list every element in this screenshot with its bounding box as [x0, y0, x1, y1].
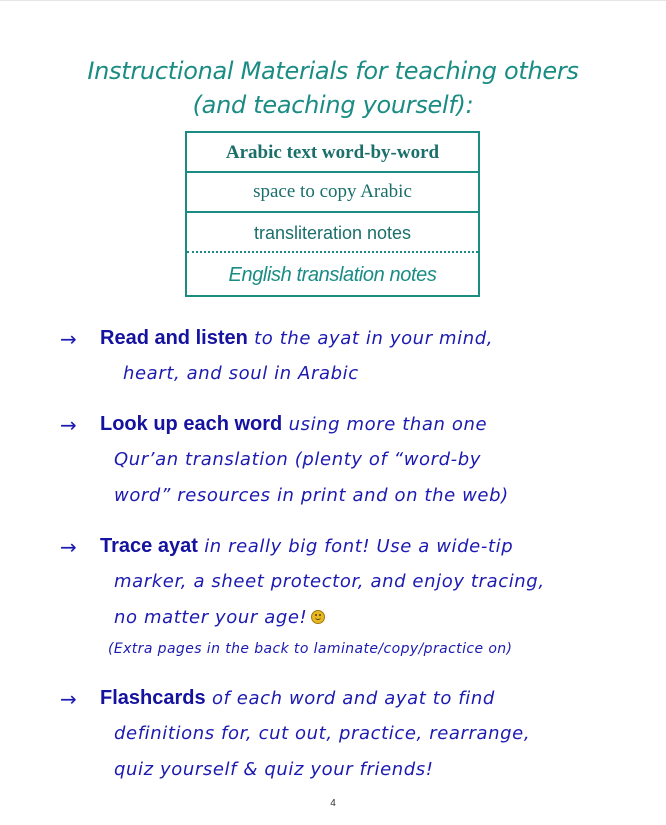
study-guide-box [185, 131, 480, 297]
bullet-lead: Read and listen [100, 327, 248, 349]
arrow-icon: → [60, 687, 77, 711]
bullet-lead: Flashcards [100, 687, 206, 709]
bullet-text: of each word and ayat to find [211, 688, 495, 709]
arrow-icon: → [60, 327, 77, 351]
bullet-text: word” resources in print and on the web) [114, 485, 509, 506]
arrow-icon: → [60, 535, 77, 559]
bullet-text: quiz yourself & quiz your friends! [114, 759, 434, 780]
bullet-text: marker, a sheet protector, and enjoy tracing, [114, 571, 545, 592]
guide-row-transliteration: transliteration notes [187, 213, 478, 253]
page-number: 4 [330, 798, 336, 809]
bullet-text-with-smiley [114, 607, 325, 628]
page-title-line-1: Instructional Materials for teaching others [87, 57, 579, 85]
smiley-face-icon [311, 610, 325, 624]
bullet-lead: Trace ayat [100, 535, 198, 557]
guide-row-translation: English translation notes [228, 264, 437, 286]
extra-pages-note: (Extra pages in the back to laminate/copy/practice on) [108, 641, 513, 657]
bullet-lead: Look up each word [100, 413, 283, 435]
bullet-text: in really big font! Use a wide-tip [204, 536, 514, 557]
bullet-flashcards [100, 687, 495, 710]
guide-row-copy-space: space to copy Arabic [187, 173, 478, 213]
bullet-trace-ayat [100, 535, 513, 558]
page-title-line-2: (and teaching yourself): [192, 91, 474, 119]
bullet-look-up [100, 413, 487, 436]
bullet-text: heart, and soul in Arabic [123, 363, 359, 384]
bullet-text: to the ayat in your mind, [254, 328, 494, 349]
guide-row-arabic-text: Arabic text word-by-word [187, 133, 478, 173]
bullet-text: using more than one [288, 414, 488, 435]
bullet-text: Qur’an translation (plenty of “word-by [114, 449, 482, 470]
arrow-icon: → [60, 413, 77, 437]
bullet-text: definitions for, cut out, practice, rearrange, [114, 723, 531, 744]
bullet-text: no matter your age! [114, 607, 308, 628]
bullet-read-listen [100, 327, 493, 350]
